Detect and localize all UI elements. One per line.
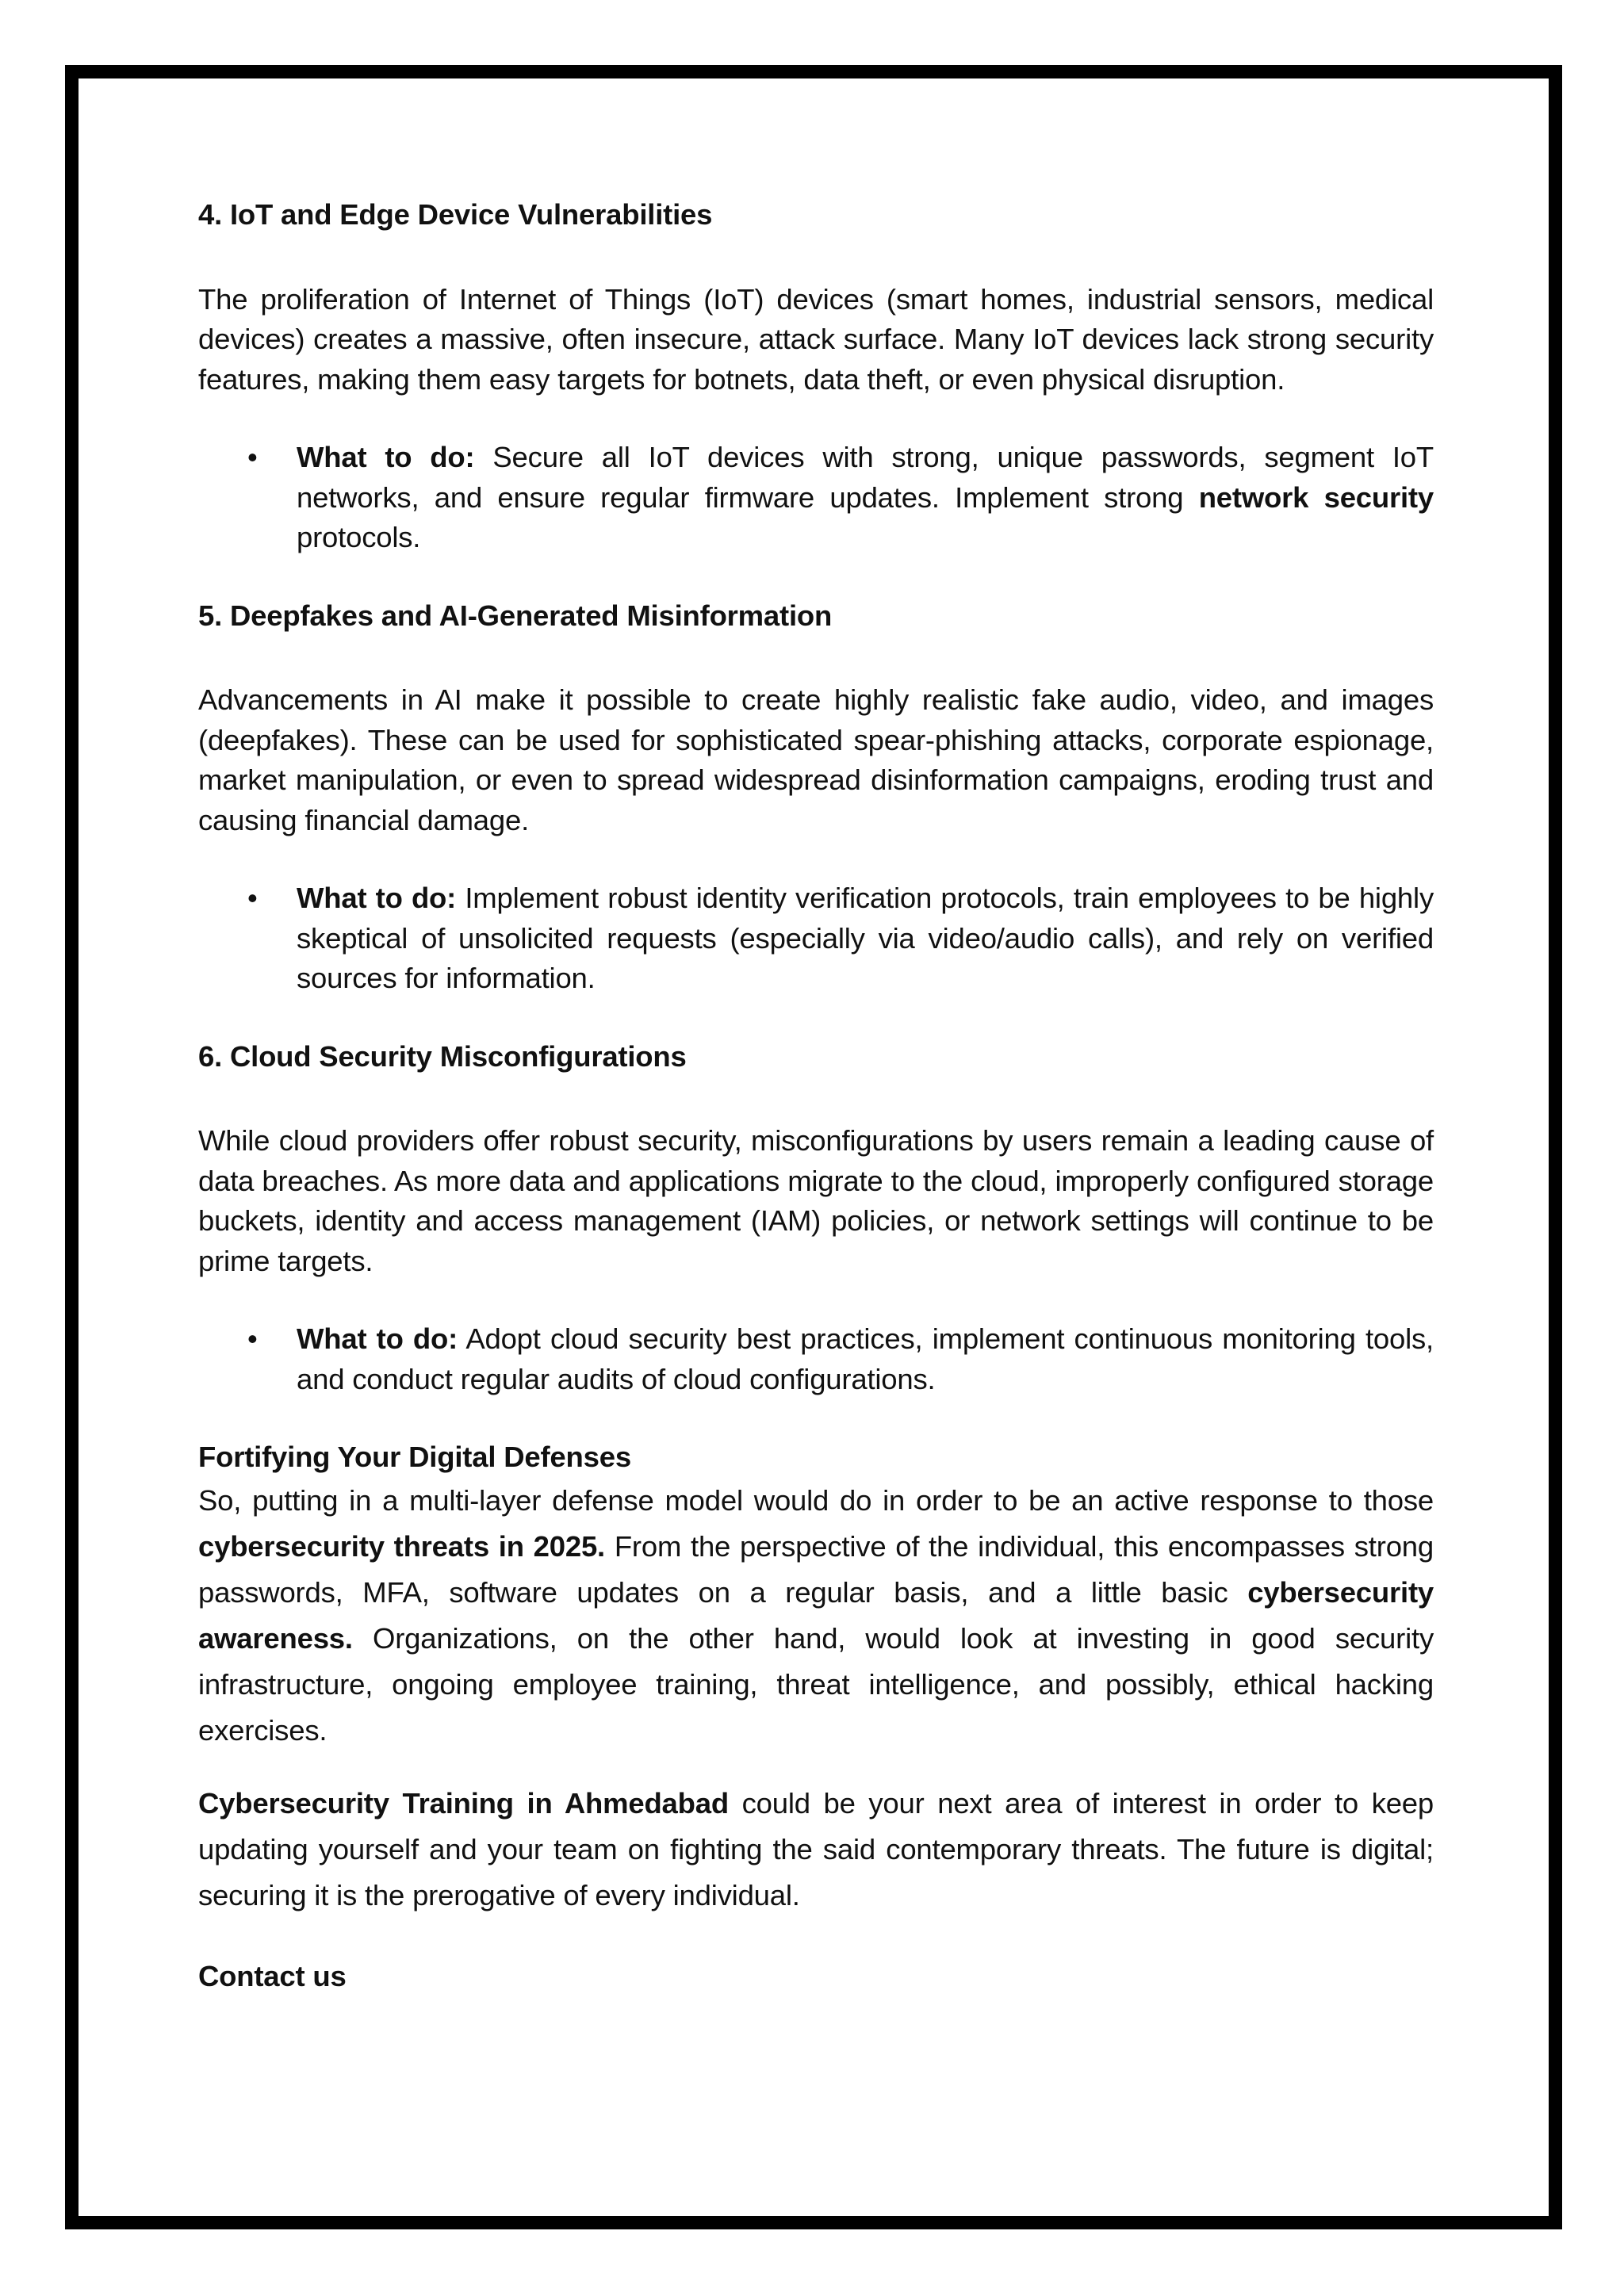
- section-4-heading: 4. IoT and Edge Device Vulnerabilities: [198, 198, 713, 231]
- fortify-text-e: Organizations, on the other hand, would look at investing in good security infrastructure, ongoing employee training, threat intelligence, and possibly, ethical hacking exercises.: [198, 1621, 1434, 1747]
- section-5-paragraph: Advancements in AI make it possible to create highly realistic fake audio, video, and images (deepfakes). These can be used for sophisticated spear-phishing attacks, corporate espionage, market manipulation, or even to spread widespread disinformation campaigns, eroding trust and causing financial damage.: [198, 683, 1434, 836]
- section-5-heading: 5. Deepfakes and AI-Generated Misinformation: [198, 599, 833, 632]
- fortify-paragraph-2: [198, 1781, 1434, 1919]
- bullet-label: What to do:: [297, 441, 475, 473]
- bullet-label: What to do:: [297, 882, 457, 914]
- section-5-bullets: [198, 878, 1434, 999]
- bullet-icon: •: [247, 882, 258, 914]
- bullet-label: What to do:: [297, 1322, 458, 1355]
- bullet-text: Adopt cloud security best practices, implement continuous monitoring tools, and conduct regular audits of cloud configurations.: [297, 1322, 1434, 1395]
- fortify-bold-threats: cybersecurity threats in 2025.: [198, 1529, 605, 1563]
- section-6-heading: 6. Cloud Security Misconfigurations: [198, 1039, 687, 1073]
- section-4-paragraph: The proliferation of Internet of Things (IoT) devices (smart homes, industrial sensors, medical devices) creates a massive, often insecure, attack surface. Many IoT devices lack strong security features, making them easy targets for botnets, data theft, or even physical disruption.: [198, 282, 1434, 396]
- list-item: [198, 1319, 1434, 1399]
- document-content: [198, 195, 1434, 1996]
- training-link-text: Cybersecurity Training in Ahmedabad: [198, 1786, 729, 1820]
- list-item: [198, 438, 1434, 558]
- section-4-bullets: [198, 438, 1434, 558]
- fortify-p2-text: could be your next area of interest in order to keep updating yourself and your team on fighting the said contemporary threats. The future is digital; securing it is the prerogative of every individual.: [198, 1786, 1434, 1911]
- contact-us-heading: Contact us: [198, 1959, 347, 1992]
- section-6-paragraph: While cloud providers offer robust security, misconfigurations by users remain a leading cause of data breaches. As more data and applications migrate to the cloud, improperly configured storage buckets, identity and access management (IAM) policies, or network settings will continue to be prime targets.: [198, 1124, 1434, 1277]
- bullet-text: Implement robust identity verification protocols, train employees to be highly skeptical of unsolicited requests (especially via video/audio calls), and rely on verified sources for information.: [297, 882, 1434, 994]
- fortify-text-c: From the perspective of the individual, this encompasses strong passwords, MFA, software updates on a regular basis, and a little basic: [198, 1529, 1434, 1609]
- bullet-text-end: protocols.: [297, 521, 421, 553]
- bullet-icon: •: [247, 441, 258, 473]
- fortify-text-a: So, putting in a multi-layer defense model would do in order to be an active response to those: [198, 1483, 1434, 1517]
- section-6-bullets: [198, 1319, 1434, 1399]
- fortify-paragraph-1: [198, 1478, 1434, 1754]
- fortify-heading: Fortifying Your Digital Defenses: [198, 1441, 631, 1473]
- bullet-bold-text: network security: [1198, 480, 1434, 514]
- fortify-bold-awareness: cybersecurity awareness.: [198, 1575, 1434, 1655]
- bullet-text: Secure all IoT devices with strong, unique passwords, segment IoT networks, and ensure regular firmware updates. Implement strong: [297, 441, 1434, 514]
- bullet-icon: •: [247, 1322, 258, 1355]
- list-item: [198, 878, 1434, 999]
